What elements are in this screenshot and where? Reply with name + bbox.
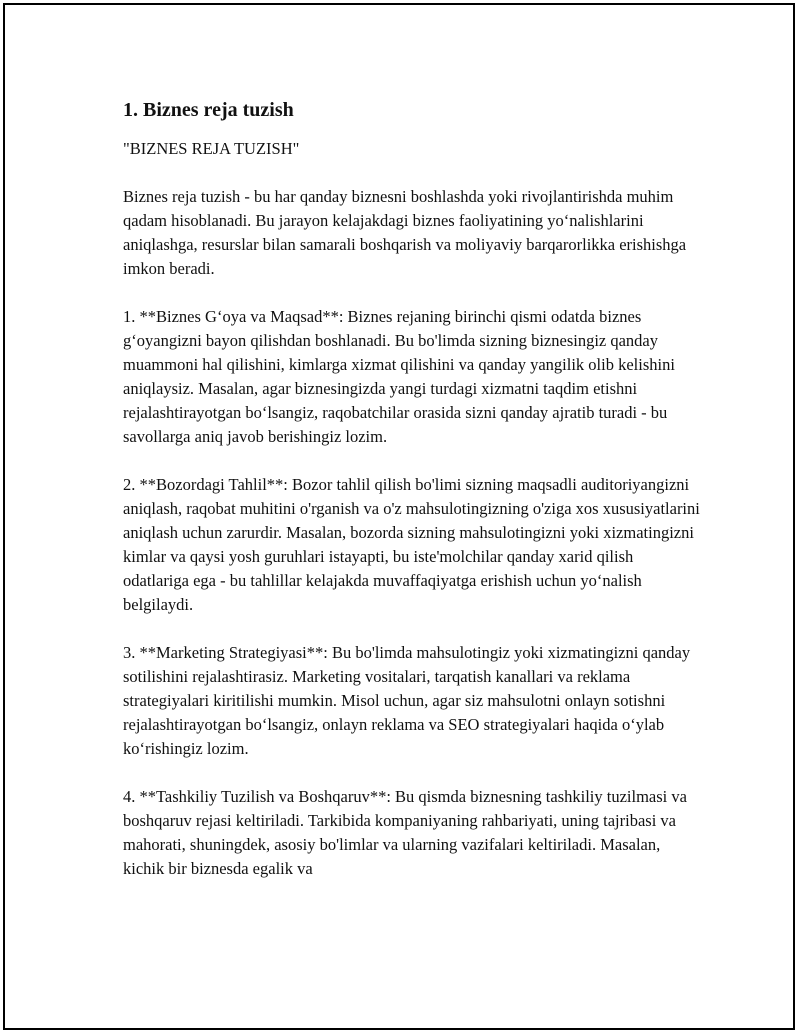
section-heading: 1. Biznes reja tuzish <box>123 99 294 121</box>
paragraph-marketing-strategy: 3. **Marketing Strategiyasi**: Bu bo'limda mahsulotingiz yoki xizmatingizni qanday sotilishini rejalashtirasiz. Marketing vositalari, tarqatish kanallari va reklama strategiyalari kiritilishi mumkin. Misol uchun, agar siz mahsulotni onlayn sotishni rejalashtirayotgan bo‘lsangiz, onlayn reklama va SEO strategiyalari haqida o‘ylab ko‘rishingiz lozim. <box>123 643 691 758</box>
document-body <box>123 97 703 881</box>
intro-paragraph: Biznes reja tuzish - bu har qanday biznesni boshlashda yoki rivojlantirishda muhim qadam hisoblanadi. Bu jarayon kelajakdagi biznes faoliyatining yo‘nalishlarini aniqlashga, resurslar bilan samarali boshqarish va moliyaviy barqarorlikka erishishga imkon beradi. <box>123 187 687 278</box>
paragraph-business-idea: 1. **Biznes G‘oya va Maqsad**: Biznes rejaning birinchi qismi odatda biznes g‘oyangizni bayon qilishdan boshlanadi. Bu bo'limda sizning biznesingiz qanday muammoni hal qilishini, kimlarga xizmat qilishini va qanday yangilik olib kelishini aniqlaysiz. Masalan, agar biznesingizda yangi turdagi xizmatni taqdim etishni rejalashtirayotgan bo‘lsangiz, raqobatchilar orasida sizni qanday ajratib turadi - bu savollarga aniq javob berishingiz lozim. <box>123 307 675 446</box>
document-subtitle: "BIZNES REJA TUZISH" <box>123 139 300 158</box>
paragraph-market-analysis: 2. **Bozordagi Tahlil**: Bozor tahlil qilish bo'limi sizning maqsadli auditoriyangizni aniqlash, raqobat muhitini o'rganish va o'z mahsulotingizning o'ziga xos xususiyatlarini aniqlash uchun zarurdir. Masalan, bozorda sizning mahsulotingizni yoki xizmatingizni kimlar va qaysi yosh guruhlari istayapti, bu iste'molchilar qanday xarid qilish odatlariga ega - bu tahlillar kelajakda muvaffaqiyatga erishish uchun yo‘nalish belgilaydi. <box>123 475 700 614</box>
paragraph-organization: 4. **Tashkiliy Tuzilish va Boshqaruv**: Bu qismda biznesning tashkiliy tuzilmasi va boshqaruv rejasi keltiriladi. Tarkibida kompaniyaning rahbariyati, uning tajribasi va mahorati, shuningdek, asosiy bo'limlar va ularning vazifalari keltiriladi. Masalan, kichik bir biznesda egalik va <box>123 787 687 878</box>
page-frame <box>3 3 795 1030</box>
